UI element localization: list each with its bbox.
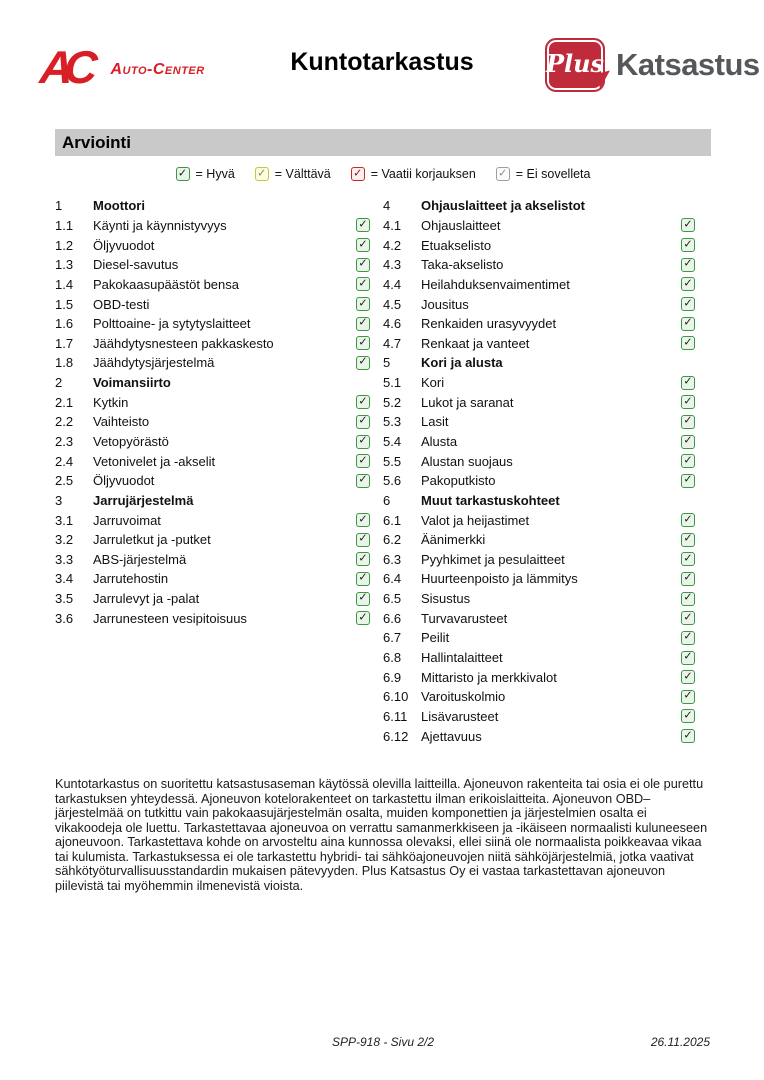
checkbox-good-icon [356,317,370,331]
item-number: 4.7 [383,335,402,351]
check-mark-icon: ✓ [683,571,693,584]
legend-item-repair [351,167,476,181]
checkbox-good-icon [681,435,695,449]
item-label: Muut tarkastuskohteet [421,492,560,508]
checklist-item-row [383,667,695,687]
check-mark-icon: ✓ [358,414,368,427]
item-number: 6.6 [383,610,402,626]
item-number: 3.4 [55,571,74,587]
item-label: Öljyvuodot [93,473,155,489]
item-label: Mittaristo ja merkkivalot [421,669,557,685]
check-mark-icon: ✓ [358,277,368,290]
check-mark-icon: ✓ [358,454,368,467]
checkbox-good-icon [681,277,695,291]
item-label: Etuakselisto [421,237,492,253]
checklist-item-row [383,530,695,550]
check-mark-icon: ✓ [683,650,693,663]
legend-label: = Hyvä [195,167,235,181]
checklist-item-row [383,392,695,412]
check-mark-icon: ✓ [358,513,368,526]
checklist-item-row [55,550,370,570]
checklist-item-row [383,216,695,236]
check-mark-icon: ✓ [683,709,693,722]
checklist-section-row [383,491,695,511]
checklist-item-row [383,569,695,589]
item-label: Diesel-savutus [93,257,179,273]
check-mark-icon: ✓ [683,454,693,467]
check-mark-icon: ✓ [257,167,267,179]
item-label: Renkaat ja vanteet [421,335,530,351]
auto-center-logo-icon: AC [38,41,91,93]
item-label: Pakoputkisto [421,473,496,489]
item-label: Heilahduksenvaimentimet [421,276,570,292]
checkbox-good-icon [681,415,695,429]
checklist-item-row [55,608,370,628]
checklist-item-row [383,550,695,570]
checkbox-fair-icon [255,167,269,181]
item-label: Renkaiden urasyvyydet [421,316,557,332]
checkbox-good-icon [356,435,370,449]
checklist-item-row [383,707,695,727]
checkbox-good-icon [681,670,695,684]
item-number: 1.3 [55,257,74,273]
check-mark-icon: ✓ [683,689,693,702]
checklist-item-row [55,314,370,334]
checklist-section-row [383,196,695,216]
checklist-item-row [55,589,370,609]
checklist-item-row [383,589,695,609]
item-number: 3.2 [55,532,74,548]
checklist-item-row [383,648,695,668]
item-label: Turvavarusteet [421,610,508,626]
page-title: Kuntotarkastus [290,48,474,76]
checklist-section-row [383,353,695,373]
item-number: 4.6 [383,316,402,332]
checkbox-good-icon [681,218,695,232]
checklist-item-row [383,471,695,491]
checkbox-good-icon [356,395,370,409]
checkbox-good-icon [681,533,695,547]
check-mark-icon: ✓ [358,434,368,447]
item-label: Jäähdytysjärjestelmä [93,355,215,371]
item-number: 5.2 [383,394,402,410]
checklist-item-row [383,628,695,648]
check-mark-icon: ✓ [683,591,693,604]
item-number: 6.4 [383,571,402,587]
plus-badge-text: Plus [545,49,605,78]
checkbox-good-icon [681,552,695,566]
item-number: 5.6 [383,473,402,489]
plus-katsastus-logo-text: Katsastus [616,47,760,82]
checkbox-good-icon [681,297,695,311]
item-number: 6.11 [383,708,408,724]
check-mark-icon: ✓ [683,473,693,486]
checkbox-good-icon [356,552,370,566]
check-mark-icon: ✓ [683,336,693,349]
item-number: 6.7 [383,630,402,646]
check-mark-icon: ✓ [683,552,693,565]
item-number: 3 [55,492,63,508]
checklist-item-row [383,432,695,452]
legend-item-na [496,167,591,181]
item-label: Alustan suojaus [421,453,513,469]
item-number: 5.1 [383,375,402,391]
footer-date: 26.11.2025 [650,1035,710,1049]
item-number: 5.4 [383,434,402,449]
checklist-item-row [383,314,695,334]
item-number: 4.5 [383,296,402,312]
checkbox-good-icon [681,395,695,409]
item-number: 2.3 [55,434,74,449]
item-label: Jousitus [421,296,469,312]
item-label: Pakokaasupäästöt bensa [93,276,239,292]
checkbox-good-icon [356,218,370,232]
check-mark-icon: ✓ [358,355,368,368]
item-number: 6.5 [383,591,402,607]
item-number: 6.10 [383,689,409,705]
checkbox-good-icon [356,513,370,527]
checklist-item-row [55,275,370,295]
check-mark-icon: ✓ [358,611,368,624]
item-label: Öljyvuodot [93,237,155,253]
item-number: 6.2 [383,532,402,548]
checkbox-good-icon [356,336,370,350]
checklist-item-row [55,333,370,353]
checklist-item-row [55,392,370,412]
item-label: Jarruletkut ja -putket [93,532,211,548]
checkbox-good-icon [356,474,370,488]
plus-katsastus-logo [545,38,760,92]
item-number: 4 [383,198,391,214]
check-mark-icon: ✓ [358,571,368,584]
checklist-section-row [55,373,370,393]
item-label: Äänimerkki [421,532,486,548]
item-label: Alusta [421,434,458,449]
item-label: Varoituskolmio [421,689,506,705]
checkbox-good-icon [681,651,695,665]
item-label: Jarruvoimat [93,512,161,528]
item-label: Kytkin [93,394,129,410]
checklist-item-row [383,608,695,628]
item-label: Jarrunesteen vesipitoisuus [93,610,247,626]
check-mark-icon: ✓ [683,414,693,427]
item-label: Lasit [421,414,449,430]
item-number: 1.7 [55,335,74,351]
checkbox-good-icon [356,611,370,625]
checklist-item-row [383,373,695,393]
check-mark-icon: ✓ [683,630,693,643]
check-mark-icon: ✓ [683,729,693,742]
checklist-item-row [383,294,695,314]
item-label: Valot ja heijastimet [421,512,530,528]
footer-page-info: SPP-918 - Sivu 2/2 [331,1035,435,1049]
checklist-item-row [55,216,370,236]
check-mark-icon: ✓ [177,167,188,179]
item-number: 1.6 [55,316,74,332]
item-number: 1.2 [55,237,74,253]
checklist-item-row [55,353,370,373]
item-number: 2.5 [55,473,74,489]
checklist-item-row [55,569,370,589]
item-label: Vetonivelet ja -akselit [93,453,216,469]
item-label: Sisustus [421,591,471,607]
item-label: Jarrutehostin [93,571,169,587]
check-mark-icon: ✓ [683,316,693,329]
checklist-item-row [55,451,370,471]
check-mark-icon: ✓ [358,473,368,486]
checklist-item-row [55,235,370,255]
checklist-item-row [55,510,370,530]
check-mark-icon: ✓ [683,513,693,526]
checkbox-good-icon [681,611,695,625]
check-mark-icon: ✓ [683,238,693,251]
checkbox-good-icon [356,297,370,311]
checklist [55,196,695,746]
checkbox-good-icon [681,258,695,272]
item-label: Vetopyörästö [93,434,169,449]
item-label: Peilit [421,630,450,646]
item-label: Käynti ja käynnistyvyys [93,217,227,233]
check-mark-icon: ✓ [683,532,693,545]
item-label: Jäähdytysnesteen pakkaskesto [93,335,274,351]
item-label: Lukot ja saranat [421,394,514,410]
item-number: 5 [383,355,391,371]
checkbox-good-icon [681,454,695,468]
check-mark-icon: ✓ [683,375,693,388]
item-number: 4.4 [383,276,402,292]
legend-item-good [176,167,235,181]
checklist-item-row [383,726,695,746]
checkbox-good-icon [681,592,695,606]
item-number: 4.2 [383,237,402,253]
checkbox-good-icon [356,454,370,468]
checklist-item-row [383,333,695,353]
check-mark-icon: ✓ [358,316,368,329]
checkbox-good-icon [681,317,695,331]
checkbox-repair-icon [351,167,365,181]
item-number: 4.1 [383,217,402,233]
item-label: OBD-testi [93,296,150,312]
item-number: 2 [55,375,63,391]
check-mark-icon: ✓ [683,277,693,290]
item-number: 6.1 [383,512,402,528]
check-mark-icon: ✓ [683,611,693,624]
checklist-column-right [383,196,695,746]
item-label: Ohjauslaitteet ja akselistot [421,198,586,214]
checklist-item-row [383,255,695,275]
item-number: 3.5 [55,591,74,607]
item-number: 6.3 [383,551,402,567]
checkbox-good-icon [681,513,695,527]
check-mark-icon: ✓ [358,257,368,270]
checklist-item-row [55,530,370,550]
item-number: 1.8 [55,355,74,371]
disclaimer-text: Kuntotarkastus on suoritettu katsastusaseman käytössä olevilla laitteilla. Ajoneuvon rakenteita tai osia ei ole purettu tarkastuksen yhteydessä. Ajoneuvon kotelorakenteet on tarkastettu ilman erikoislaitteita. Ajoneuvon OBD–järjestelmää on tutkittu vain pakokaasujärjestelmän osalta, muiden komponettien ja järjestelmien osalta ei vikakoodeja ole luettu. Tarkastettavaa ajoneuvoa on verrattu samanmerkkiseen ja -ikäiseen normaalisti kuluneeseen ajoneuvoon. Tarkastettava kohde on arvosteltu aina kunnossa olevaksi, ellei siinä ole normaalista poikkeavaa vikaa tai kulumista. Tarkastuksessa ei ole tarkastettu hybridi- tai sähköajoneuvojen niitä sähköjärjestelmiä, jotka vaativat sähkötyöturvallisuusstandardin mukaisen pätevyyden. Plus Katsastus Oy ei vastaa tarkastettavan ajoneuvon piilevistä tai myöhemmin ilmenevistä vioista. [55,777,708,893]
item-label: ABS-järjestelmä [93,551,187,567]
check-mark-icon: ✓ [358,591,368,604]
item-number: 3.6 [55,610,74,626]
item-label: Taka-akselisto [421,257,504,273]
item-number: 1.1 [55,217,74,233]
checkbox-good-icon [681,376,695,390]
item-number: 5.3 [383,414,402,430]
item-number: 2.2 [55,414,74,430]
legend-label: = Ei sovelleta [515,167,591,181]
item-number: 2.1 [55,394,74,410]
item-number: 6.8 [383,650,402,666]
checklist-section-row [55,491,370,511]
item-label: Moottori [93,198,145,214]
checklist-item-row [383,412,695,432]
item-number: 3.3 [55,551,74,567]
checklist-column-left [55,196,370,746]
checkbox-good-icon [681,690,695,704]
plus-badge-icon [545,38,605,92]
checkbox-good-icon [681,474,695,488]
check-mark-icon: ✓ [358,336,368,349]
checkbox-na-icon [496,167,510,181]
item-number: 3.1 [55,512,74,528]
check-mark-icon: ✓ [683,395,693,408]
item-label: Jarrulevyt ja -palat [93,591,200,607]
item-label: Vaihteisto [93,414,150,430]
checklist-item-row [383,510,695,530]
checkbox-good-icon [681,709,695,723]
item-number: 5.5 [383,453,402,469]
checklist-item-row [383,451,695,471]
check-mark-icon: ✓ [498,167,508,179]
item-number: 1 [55,198,63,214]
auto-center-logo-text: Auto-Center [110,61,205,78]
check-mark-icon: ✓ [358,395,368,408]
item-label: Polttoaine- ja sytytyslaitteet [93,316,251,332]
status-legend [55,167,711,181]
section-header-title: Arviointi [62,132,131,152]
checkbox-good-icon [356,258,370,272]
item-label: Ohjauslaitteet [421,217,501,233]
item-label: Hallintalaitteet [421,650,503,666]
item-label: Huurteenpoisto ja lämmitys [421,571,578,587]
checkbox-good-icon [681,631,695,645]
legend-label: = Välttävä [274,167,331,181]
checkbox-good-icon [681,729,695,743]
check-mark-icon: ✓ [358,552,368,565]
checkbox-good-icon [356,356,370,370]
check-mark-icon: ✓ [358,238,368,251]
item-label: Kori ja alusta [421,355,503,371]
checkbox-good-icon [356,533,370,547]
checkbox-good-icon [681,336,695,350]
item-label: Pyyhkimet ja pesulaitteet [421,551,565,567]
check-mark-icon: ✓ [683,218,693,231]
item-label: Jarrujärjestelmä [93,492,194,508]
checklist-item-row [383,235,695,255]
check-mark-icon: ✓ [358,532,368,545]
item-number: 2.4 [55,453,74,469]
check-mark-icon: ✓ [358,218,368,231]
checkbox-good-icon [356,238,370,252]
checkbox-good-icon [176,167,190,181]
checkbox-good-icon [681,238,695,252]
checklist-item-row [55,471,370,491]
item-number: 6.9 [383,669,402,685]
section-header-bar [55,129,711,156]
checklist-item-row [55,412,370,432]
check-mark-icon: ✓ [683,297,693,310]
checklist-item-row [383,687,695,707]
checkbox-good-icon [356,592,370,606]
check-mark-icon: ✓ [683,434,693,447]
legend-label: = Vaatii korjauksen [370,167,476,181]
item-label: Kori [421,375,445,391]
item-label: Lisävarusteet [421,708,499,724]
item-number: 6.12 [383,728,409,744]
checkbox-good-icon [356,415,370,429]
item-label: Voimansiirto [93,375,171,391]
item-number: 4.3 [383,257,402,273]
check-mark-icon: ✓ [683,670,693,683]
checkbox-good-icon [681,572,695,586]
check-mark-icon: ✓ [358,297,368,310]
check-mark-icon: ✓ [683,257,693,270]
checklist-item-row [55,255,370,275]
check-mark-icon: ✓ [353,167,363,179]
checklist-section-row [55,196,370,216]
legend-item-fair [255,167,331,181]
checklist-item-row [55,432,370,452]
item-number: 1.5 [55,296,74,312]
checkbox-good-icon [356,277,370,291]
checklist-item-row [383,275,695,295]
item-number: 6 [383,492,391,508]
item-label: Ajettavuus [421,728,482,744]
checkbox-good-icon [356,572,370,586]
checklist-item-row [55,294,370,314]
item-number: 1.4 [55,276,74,292]
